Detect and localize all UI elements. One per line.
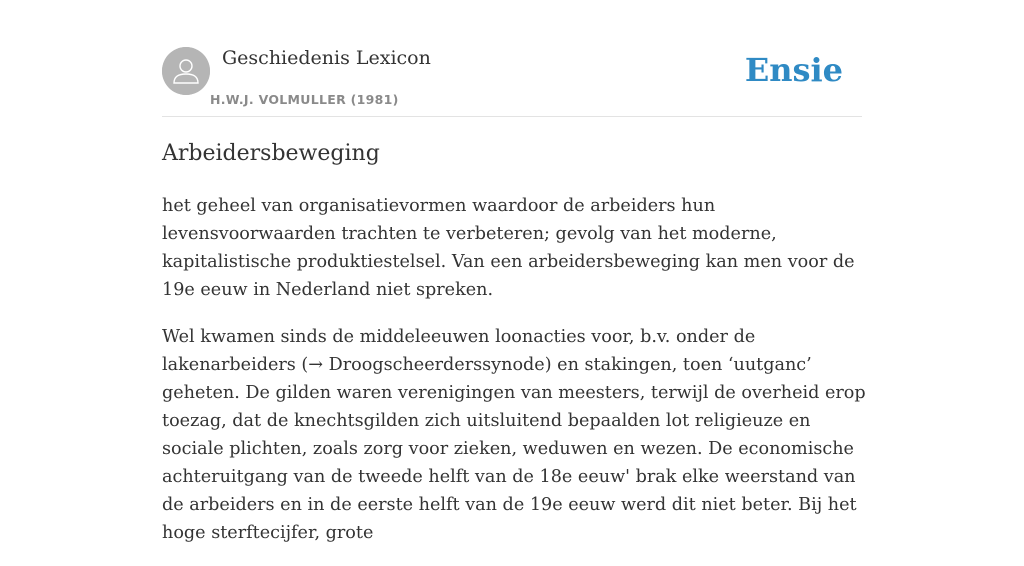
paragraph: Wel kwamen sinds de middeleeuwen loonacties voor, b.v. onder de lakenarbeiders (→ Droogscheerderssynode) en stakingen, toen ‘uutganc’ geheten. De gilden waren verenigingen van meesters, terwijl de overheid erop toezag, dat de knechtsgilden zich uitsluitend bepaalden lot religieuze en sociale plichten, zoals zorg voor zieken, weduwen en wezen. De economische achteruitgang van de tweede helft van de 18e eeuw' brak elke weerstand van de arbeiders en in de eerste helft van de 19e eeuw werd dit niet beter. Bij het hoge sterftecijfer, grote [162,327,866,543]
author-label[interactable]: H.W.J. VOLMULLER (1981) [210,92,399,107]
entry-content [162,192,866,566]
source-header [162,46,862,117]
user-icon[interactable] [162,47,210,95]
source-title[interactable]: Geschiedenis Lexicon [222,47,431,69]
entry-title: Arbeidersbeweging [162,141,380,166]
ensie-logo[interactable]: Ensie [744,51,843,89]
paragraph: het geheel van organisatievormen waardoor de arbeiders hun levensvoorwaarden trachten te verbeteren; gevolg van het moderne, kapitalistische produktiestelsel. Van een arbeidersbeweging kan men voor de 19e eeuw in Nederland niet spreken. [162,196,855,300]
